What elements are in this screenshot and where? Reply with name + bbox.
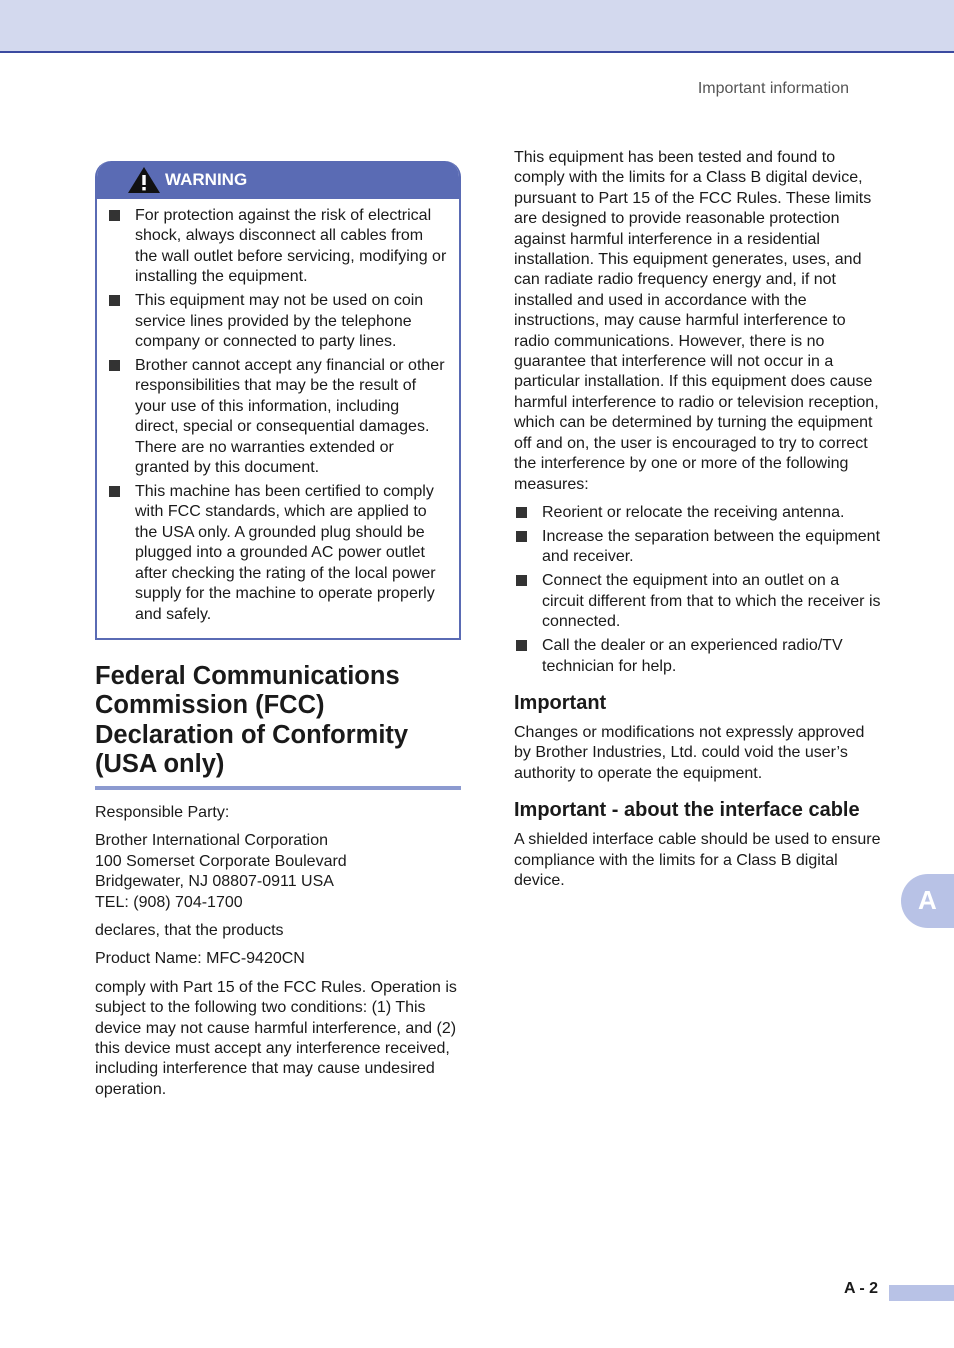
- address-line: 100 Somerset Corporate Boulevard: [95, 852, 347, 870]
- measure-item-text: Increase the separation between the equipment and receiver.: [542, 527, 881, 566]
- responsible-party-address: [95, 831, 461, 913]
- running-header: Important information: [697, 80, 849, 97]
- warning-body: [97, 199, 459, 638]
- warning-box: [95, 161, 461, 640]
- warning-triangle-icon: [127, 166, 161, 194]
- address-line: Brother International Corporation: [95, 832, 329, 850]
- warning-item: [107, 482, 447, 625]
- square-bullet-icon: [109, 210, 120, 221]
- page-number-bar: [889, 1285, 954, 1301]
- interface-cable-paragraph: A shielded interface cable should be used to ensure compliance with the limits for a Class B digital device.: [514, 831, 881, 889]
- warning-item: [107, 356, 447, 478]
- product-name: Product Name: MFC-9420CN: [95, 950, 305, 968]
- address-line: TEL: (908) 704-1700: [95, 893, 243, 911]
- measure-item: [514, 527, 884, 568]
- important-paragraph: Changes or modifications not expressly approved by Brother Industries, Ltd. could void the user’s authority to operate the equipment.: [514, 723, 865, 782]
- section-title: Federal Communications Commission (FCC) Declaration of Conformity (USA only): [95, 662, 461, 790]
- conditions-paragraph: comply with Part 15 of the FCC Rules. Operation is subject to the following two conditions: (1) This device may not cause harmful interference, and (2) this device must accept any interference received, including interference that may cause undesired operation.: [95, 978, 457, 1098]
- interface-cable-heading: Important - about the interface cable: [514, 799, 860, 822]
- measure-item-text: Connect the equipment into an outlet on a circuit different from that to which the receiver is connected.: [542, 572, 881, 631]
- warning-item: [107, 291, 447, 352]
- warning-header: [97, 161, 459, 199]
- warning-list: [107, 206, 447, 625]
- square-bullet-icon: [516, 507, 527, 518]
- square-bullet-icon: [516, 575, 527, 586]
- warning-item-text: This machine has been certified to comply with FCC standards, which are applied to the USA only. A grounded plug should be plugged into a grounded AC power outlet after checking the rating of the local power supply for the machine to operate properly and safely.: [135, 483, 436, 623]
- right-column: [514, 148, 884, 891]
- square-bullet-icon: [109, 486, 120, 497]
- warning-item-text: For protection against the risk of electrical shock, always disconnect all cables from the wall outlet before servicing, modifying or installing the equipment.: [135, 207, 447, 286]
- warning-title: WARNING: [165, 170, 248, 189]
- responsible-party-label: Responsible Party:: [95, 803, 230, 821]
- top-header-band: [0, 0, 954, 53]
- square-bullet-icon: [516, 531, 527, 542]
- important-heading: Important: [514, 691, 607, 714]
- address-line: Bridgewater, NJ 08807-0911 USA: [95, 873, 334, 891]
- appendix-tab-letter: A: [918, 885, 937, 915]
- measure-item-text: Call the dealer or an experienced radio/TV technician for help.: [542, 637, 843, 675]
- square-bullet-icon: [109, 360, 120, 371]
- appendix-tab: [901, 874, 954, 928]
- square-bullet-icon: [516, 640, 527, 651]
- warning-item-text: Brother cannot accept any financial or other responsibilities that may be the result of your use of this information, including direct, special or consequential damages. There are no warranties extended or granted by this document.: [135, 357, 445, 477]
- measure-item: [514, 503, 884, 523]
- warning-item: [107, 206, 447, 288]
- left-column: [95, 161, 461, 1100]
- measure-item-text: Reorient or relocate the receiving antenna.: [542, 503, 845, 521]
- warning-item-text: This equipment may not be used on coin service lines provided by the telephone company or connected to party lines.: [135, 292, 424, 351]
- measures-list: [514, 503, 884, 677]
- intro-paragraph: This equipment has been tested and found to comply with the limits for a Class B digital device, pursuant to Part 15 of the FCC Rules. These limits are designed to provide reasonable protection against harmful interference in a residential installation. This equipment generates, uses, and can radiate radio frequency energy and, if not installed and used in accordance with the instructions, may cause harmful interference to radio communications. However, there is no guarantee that interference will not occur in a particular installation. If this equipment does cause harmful interference to radio or television reception, which can be determined by turning the equipment off and on, the user is encouraged to try to correct the interference by one or more of the following measures:: [514, 149, 879, 493]
- measure-item: [514, 571, 884, 632]
- square-bullet-icon: [109, 295, 120, 306]
- page-number: A - 2: [844, 1280, 879, 1297]
- declares-text: declares, that the products: [95, 921, 284, 939]
- measure-item: [514, 636, 884, 677]
